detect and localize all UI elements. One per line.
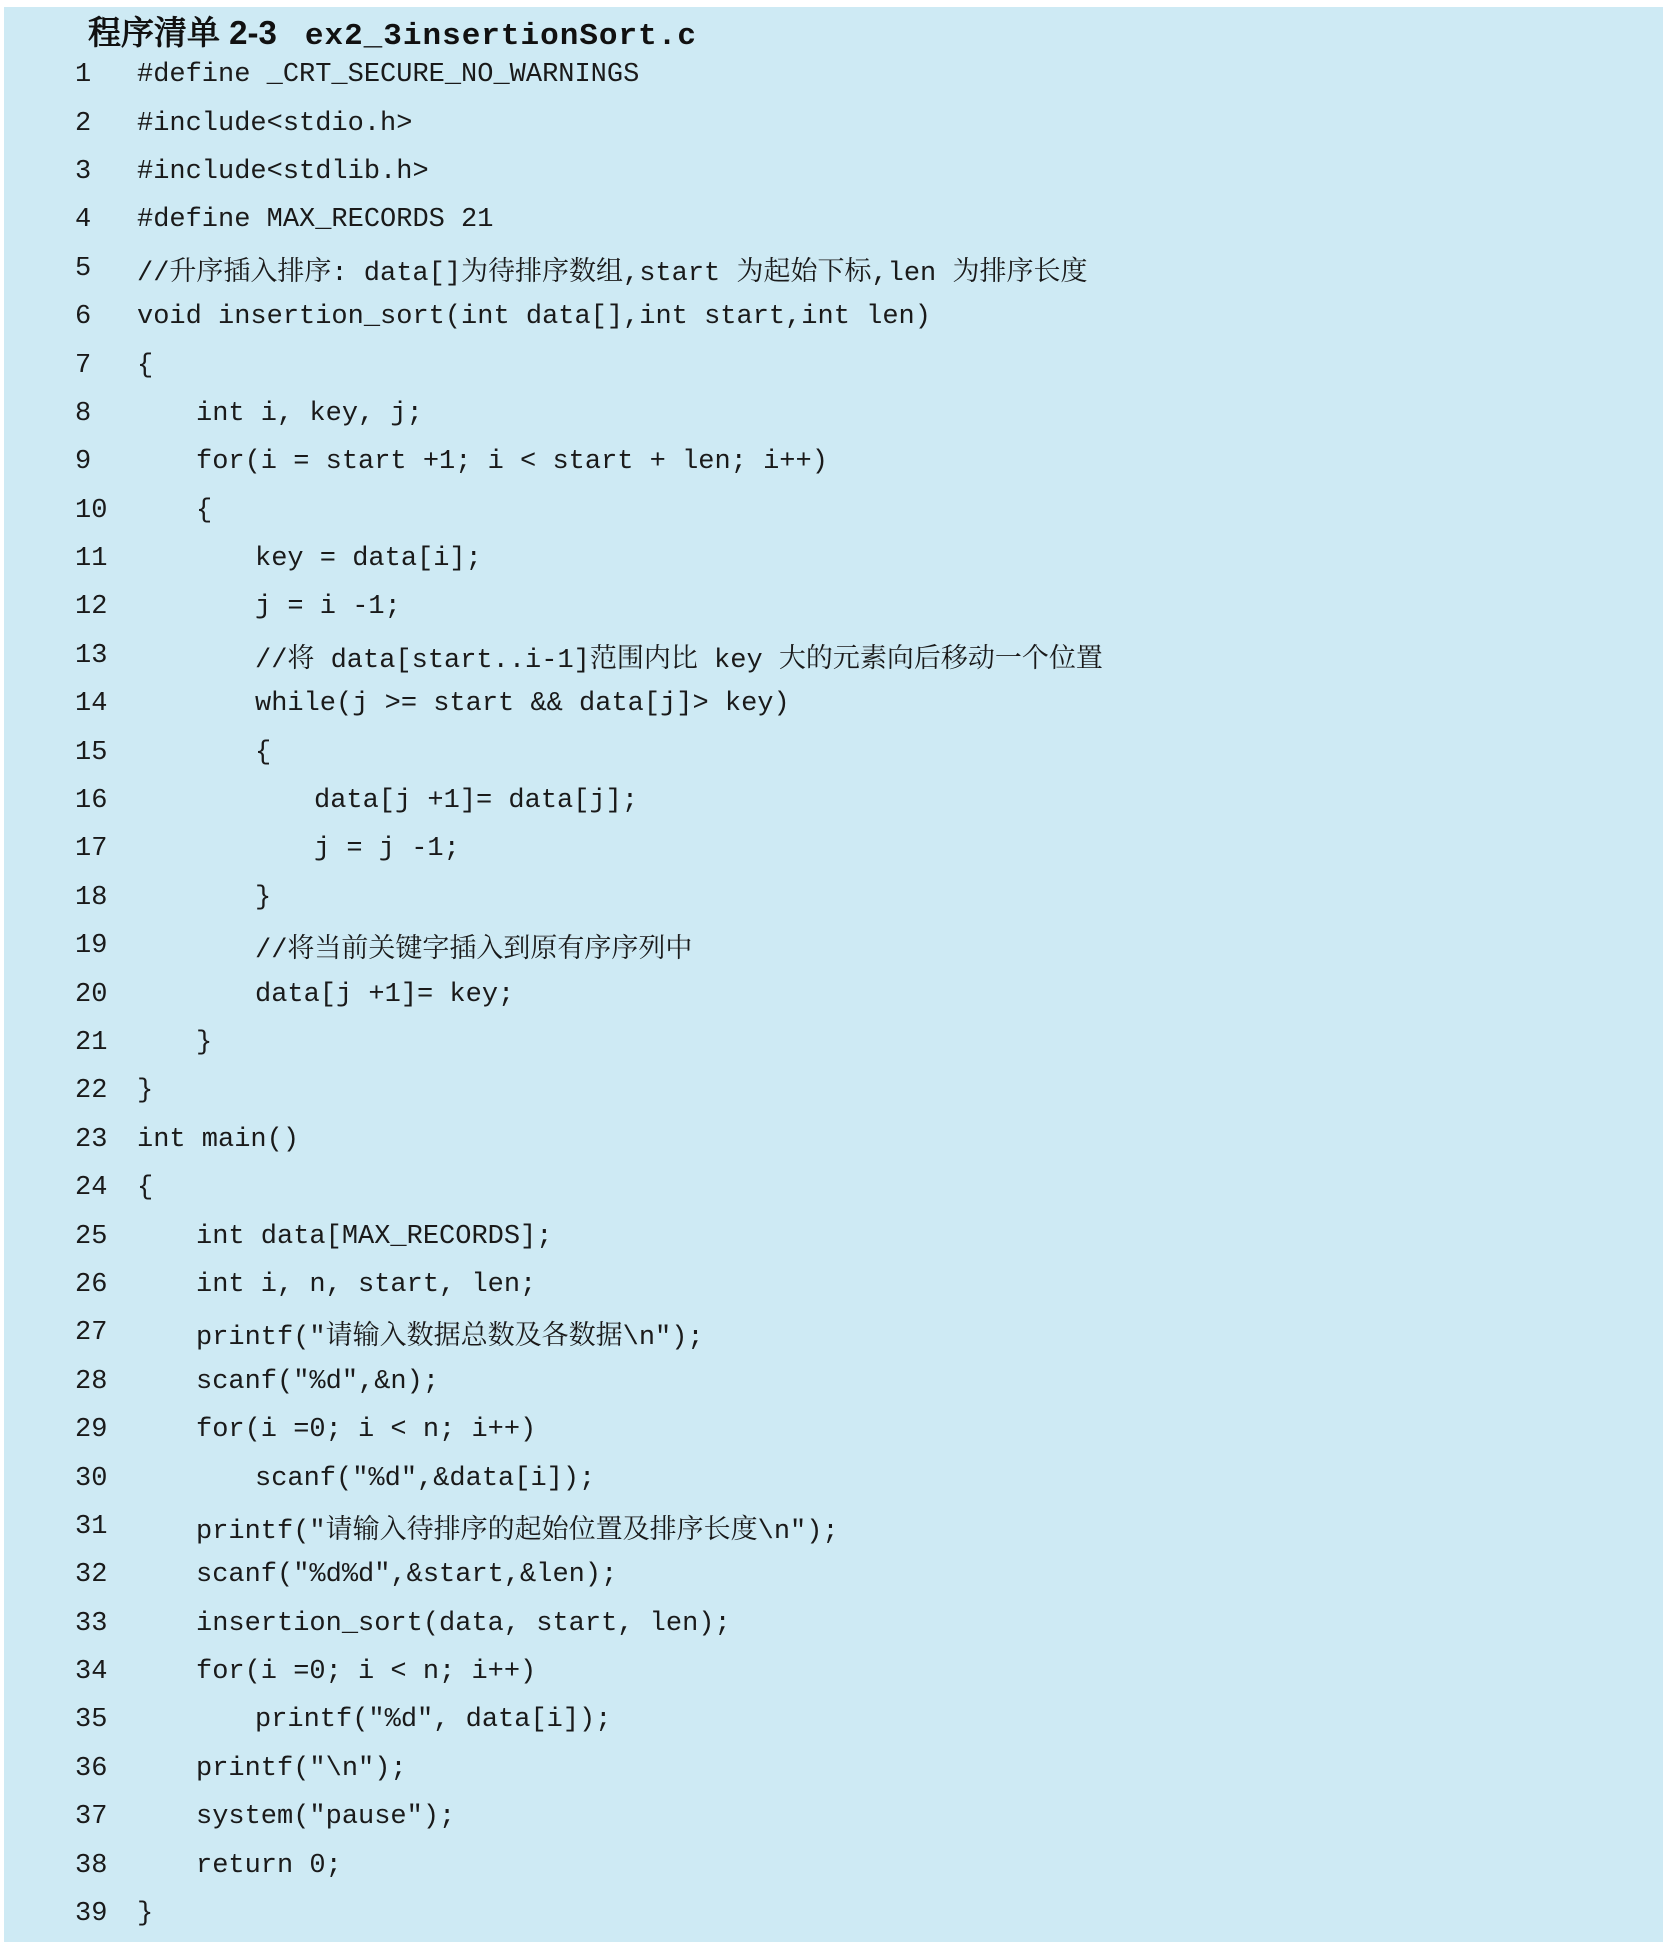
line-text: j = j -1;: [314, 834, 460, 865]
line-number: 19: [75, 931, 108, 962]
line-text: //升序插入排序: data[]为待排序数组,start 为起始下标,len 为排序长度: [137, 258, 1088, 289]
line-number: 26: [75, 1269, 108, 1300]
code-line: [75, 583, 1663, 631]
line-number: 20: [75, 979, 108, 1010]
line-text: printf("%d", data[i]);: [255, 1705, 612, 1736]
line-text: for(i =0; i < n; i++): [196, 1415, 537, 1446]
line-text: j = i -1;: [255, 592, 401, 623]
line-text: printf("\n");: [196, 1753, 407, 1784]
code-line: [75, 1648, 1663, 1696]
line-number: 17: [75, 834, 108, 865]
code-line: [75, 99, 1663, 147]
line-number: 9: [75, 447, 92, 478]
code-line: [75, 1745, 1663, 1793]
line-text: #define MAX_RECORDS 21: [137, 205, 494, 236]
code-line: [75, 1116, 1663, 1164]
code-line: [75, 1600, 1663, 1648]
code-line: [75, 196, 1663, 244]
code-line: [75, 341, 1663, 389]
code-line: [75, 1309, 1663, 1357]
code-line: [75, 1019, 1663, 1067]
line-text: for(i = start +1; i < start + len; i++): [196, 447, 828, 478]
line-text: int data[MAX_RECORDS];: [196, 1221, 553, 1252]
line-text: int main(): [137, 1124, 300, 1155]
line-text: system("pause");: [196, 1802, 456, 1833]
code-line: [75, 1793, 1663, 1841]
line-number: 18: [75, 882, 108, 913]
line-text: while(j >= start && data[j]> key): [255, 689, 790, 720]
line-number: 15: [75, 737, 108, 768]
line-number: 24: [75, 1173, 108, 1204]
line-text: //将当前关键字插入到原有序序列中: [255, 936, 693, 967]
line-text: scanf("%d",&data[i]);: [255, 1463, 596, 1494]
line-number: 39: [75, 1899, 108, 1930]
code-line: [75, 148, 1663, 196]
line-number: 2: [75, 108, 92, 139]
line-text: printf("请输入数据总数及各数据\n");: [196, 1323, 704, 1354]
line-text: scanf("%d",&n);: [196, 1366, 440, 1397]
line-number: 4: [75, 205, 92, 236]
code-line: [75, 1454, 1663, 1502]
line-number: 25: [75, 1221, 108, 1252]
line-text: return 0;: [196, 1850, 342, 1881]
code-line: [75, 293, 1663, 341]
line-number: 29: [75, 1415, 108, 1446]
line-text: {: [196, 495, 213, 526]
line-number: 22: [75, 1076, 108, 1107]
line-number: 35: [75, 1705, 108, 1736]
line-text: for(i =0; i < n; i++): [196, 1657, 537, 1688]
line-number: 36: [75, 1753, 108, 1784]
line-text: int i, n, start, len;: [196, 1269, 537, 1300]
line-number: 7: [75, 350, 92, 381]
line-number: 11: [75, 544, 108, 575]
code-line: [75, 535, 1663, 583]
code-line: [75, 1696, 1663, 1744]
line-number: 16: [75, 786, 108, 817]
line-number: 1: [75, 60, 92, 91]
line-text: {: [255, 737, 272, 768]
code-line: [75, 632, 1663, 680]
line-number: 28: [75, 1366, 108, 1397]
line-number: 38: [75, 1850, 108, 1881]
line-number: 31: [75, 1511, 108, 1542]
line-number: 3: [75, 156, 92, 187]
line-number: 33: [75, 1608, 108, 1639]
line-text: //将 data[start..i-1]范围内比 key 大的元素向后移动一个位置: [255, 645, 1103, 676]
line-number: 14: [75, 689, 108, 720]
line-number: 23: [75, 1124, 108, 1155]
line-text: }: [137, 1076, 154, 1107]
line-text: #define _CRT_SECURE_NO_WARNINGS: [137, 60, 640, 91]
code-line: [75, 728, 1663, 776]
line-text: }: [137, 1899, 154, 1930]
line-number: 27: [75, 1318, 108, 1349]
line-number: 21: [75, 1028, 108, 1058]
line-number: 37: [75, 1802, 108, 1833]
line-text: data[j +1]= key;: [255, 979, 515, 1010]
line-number: 10: [75, 495, 108, 526]
line-text: }: [196, 1028, 213, 1058]
line-number: 32: [75, 1560, 108, 1591]
listing-title: [4, 14, 1663, 54]
code-line: [75, 874, 1663, 922]
code-line: [75, 825, 1663, 873]
code-line: [75, 51, 1663, 99]
code-line: [75, 1212, 1663, 1260]
line-number: 34: [75, 1657, 108, 1688]
code-line: [75, 438, 1663, 486]
line-text: #include<stdlib.h>: [137, 156, 429, 187]
line-text: insertion_sort(data, start, len);: [196, 1608, 731, 1639]
listing-label: 程序清单 2-3: [88, 14, 277, 51]
line-text: key = data[i];: [255, 544, 482, 575]
code-line: [75, 970, 1663, 1018]
code-listing-panel: [4, 7, 1663, 1942]
code-line: [75, 1358, 1663, 1406]
code-line: [75, 680, 1663, 728]
line-number: 30: [75, 1463, 108, 1494]
code-line: [75, 1067, 1663, 1115]
line-number: 6: [75, 302, 92, 333]
code-line: [75, 245, 1663, 293]
code-line: [75, 777, 1663, 825]
line-text: printf("请输入待排序的起始位置及排序长度\n");: [196, 1516, 839, 1547]
line-text: scanf("%d%d",&start,&len);: [196, 1560, 618, 1591]
line-text: {: [137, 1173, 154, 1204]
code-line: [75, 1841, 1663, 1889]
code-line: [75, 1890, 1663, 1938]
code-lines: [4, 51, 1663, 1938]
line-number: 13: [75, 640, 108, 671]
code-line: [75, 487, 1663, 535]
line-text: {: [137, 350, 154, 381]
line-number: 12: [75, 592, 108, 623]
code-line: [75, 1503, 1663, 1551]
line-text: #include<stdio.h>: [137, 108, 413, 139]
line-number: 5: [75, 253, 92, 284]
code-line: [75, 390, 1663, 438]
listing-filename: ex2_3insertionSort.c: [304, 19, 697, 54]
line-text: data[j +1]= data[j];: [314, 786, 639, 817]
line-number: 8: [75, 398, 92, 429]
code-line: [75, 1164, 1663, 1212]
line-text: void insertion_sort(int data[],int start,int len): [137, 302, 931, 333]
code-line: [75, 1406, 1663, 1454]
code-line: [75, 1261, 1663, 1309]
code-line: [75, 922, 1663, 970]
line-text: int i, key, j;: [196, 398, 423, 429]
line-text: }: [255, 882, 272, 913]
code-line: [75, 1551, 1663, 1599]
